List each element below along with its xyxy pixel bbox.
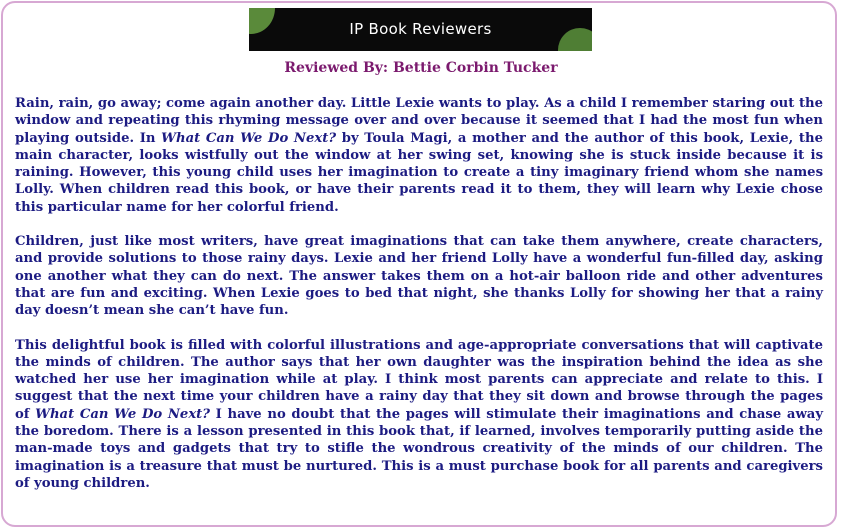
book-title: What Can We Do Next? — [161, 130, 337, 146]
banner-title: IP Book Reviewers — [349, 20, 492, 38]
book-title: What Can We Do Next? — [35, 406, 210, 422]
review-paragraph-3 — [15, 337, 823, 493]
review-paragraph-1 — [15, 95, 823, 216]
paragraph-text: Children, just like most writers, have great imaginations that can take them anywhere, create characters, and provide solutions to those rainy days. Lexie and her friend Lolly have a wonderful fun-filled day, asking one another what they can do next. The answer takes them on a hot-air balloon ride and other adventures that are fun and exciting. When Lexie goes to bed that night, she thanks Lolly for showing her that a rainy day doesn’t mean she can’t have fun. — [15, 234, 823, 319]
paragraph-text: by Toula Magi, a mother and the author of this book, Lexie, the main character, looks wistfully out the window at her swing set, knowing she is stuck inside because it is raining. However, this young child uses her imagination to create a tiny imaginary friend whom she names Lolly. When children read this book, or have their parents read it to them, they will learn why Lexie chose this particular name for her colorful friend. — [15, 130, 823, 215]
review-body — [15, 95, 823, 492]
paragraph-text: This delightful book is filled with colorful illustrations and age-appropriate conversations that will captivate the minds of children. The author says that her own daughter was the inspiration behind the idea as she watched her use her imagination while at play. I think most parents can appreciate and relate to this. I suggest that the next time your children have a rainy day that they sit down and browse through the pages of — [15, 337, 823, 422]
paragraph-text: Rain, rain, go away; come again another day. Little Lexie wants to play. As a child I remember staring out the window and repeating this rhyming message over and over because it seemed that I had the most fun when playing outside. In — [15, 96, 824, 146]
reviewer-byline: Reviewed By: Bettie Corbin Tucker — [284, 60, 558, 76]
paragraph-text: I have no doubt that the pages will stimulate their imaginations and chase away the boredom. There is a lesson presented in this book that, if learned, involves temporarily putting aside the man-made toys and gadgets that try to stifle the wondrous creativity of the minds of our children. The imagination is a treasure that must be nurtured. This is a must purchase book for all parents and caregivers of young children. — [15, 406, 823, 491]
site-banner — [249, 8, 592, 51]
review-paragraph-2 — [15, 233, 823, 319]
